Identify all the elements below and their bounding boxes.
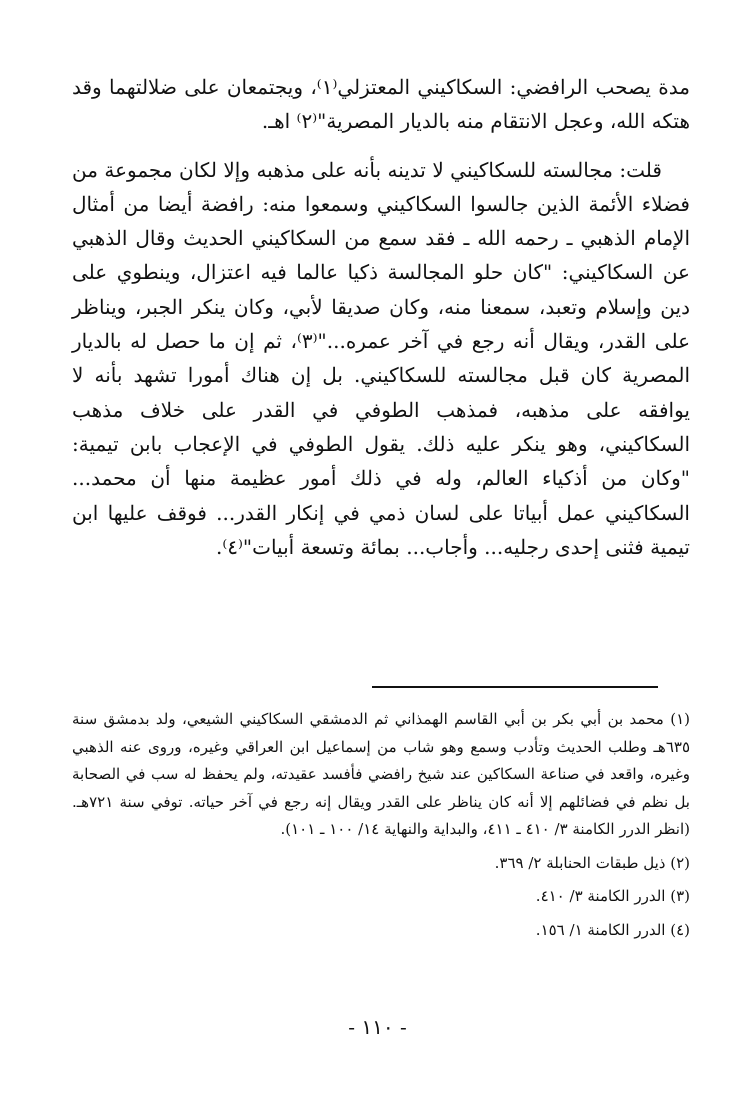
- footnote-2: (٢) ذيل طبقات الحنابلة ٢/ ٣٦٩.: [494, 853, 690, 872]
- footnote-4: (٤) الدرر الكامنة ١/ ١٥٦.: [535, 920, 690, 939]
- main-text-block: [72, 70, 690, 564]
- footnote-divider: [372, 686, 658, 688]
- footnote-3: (٣) الدرر الكامنة ٣/ ٤١٠.: [535, 887, 690, 905]
- page-number: - ١١٠ -: [348, 1015, 407, 1039]
- footnotes-block: [72, 706, 690, 944]
- paragraph-main: قلت: مجالسته للسكاكيني لا تدينه بأنه على مذهبه وإلا لكان مجموعة من فضلاء الأئمة الذين جالسوا السكاكيني وسمعوا منه: رافضة أيضا من أمثال الإمام الذهبي ـ رحمه الله ـ فقد سمع من السكاكيني الحديث وقال الذهبي عن السكاكيني: "كان حلو المجالسة ذكيا عالما فيه اعتزال، وينطوي على دين وإسلام وتعبد، سمعنا منه، وكان صديقا لأبي، وكان ينكر الجبر، ويناظر على القدر، ويقال أنه رجع في آخر عمره..."⁽٣⁾، ثم إن ما حصل له بالديار المصرية كان قبل مجالسته للسكاكيني. بل إن هناك أمورا تشهد بأنه لا يوافقه على مذهبه، فمذهب الطوفي في القدر على خلاف مذهب السكاكيني، وهو ينكر عليه ذلك. يقول الطوفي في الإعجاب بابن تيمية: "وكان من أذكياء العالم، وله في ذلك أمور عظيمة منها أن محمد... السكاكيني عمل أبياتا على لسان ذمي في إنكار القدر... فوقف عليها ابن تيمية فثنى إحدى رجليه... وأجاب... بمائة وتسعة أبيات"⁽٤⁾.: [72, 157, 691, 559]
- paragraph-continuation: مدة يصحب الرافضي: السكاكيني المعتزلي⁽١⁾، ويجتمعان على ضلالتهما وقد هتكه الله، وعجل الانتقام منه بالديار المصرية"⁽٢⁾ اهـ.: [72, 75, 690, 134]
- footnote-1: (١) محمد بن أبي بكر بن أبي القاسم الهمذاني ثم الدمشقي السكاكيني الشيعي، ولد بدمشق سنة ٦٣٥هـ وطلب الحديث وتأدب وسمع وهو شاب من إسماعيل ابن العراقي وغيره، وروى عنه الذهبي وغيره، واقعد في صناعة السكاكين عند شيخ رافضي فأفسد عقيدته، ولم يحفظ له سب في الصحابة بل نظم في فضائلهم إلا أنه كان يناظر على القدر ويقال إنه رجع في آخر حياته. توفي سنة ٧٢١هـ. (انظر الدرر الكامنة ٣/ ٤١٠ ـ ٤١١، والبداية والنهاية ١٤/ ١٠٠ ـ ١٠١).: [72, 710, 690, 838]
